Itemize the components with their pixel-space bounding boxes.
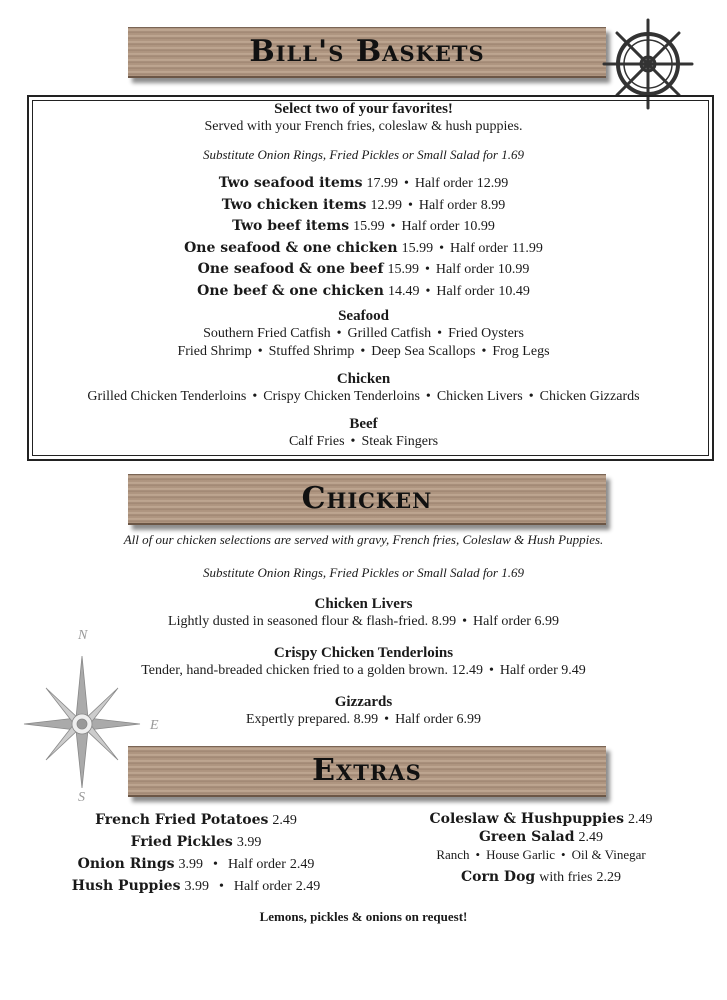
separator-dot: • (425, 283, 431, 299)
list-item: Crispy Chicken Tenderloins (263, 389, 420, 404)
half-order-label: Half order (418, 197, 477, 213)
baskets-substitute: Substitute Onion Rings, Fried Pickles or Small Salad for 1.69 (202, 147, 524, 162)
separator-dot: • (336, 326, 342, 341)
half-order-label: Half order (499, 663, 558, 678)
combo-price: 15.99 (387, 262, 419, 277)
separator-dot: • (384, 712, 390, 727)
chicken-banner (128, 474, 606, 525)
baskets-banner (128, 27, 606, 78)
list-item: Chicken Livers (436, 389, 523, 404)
separator-dot: • (403, 176, 409, 191)
separator-dot: • (360, 344, 366, 359)
separator-dot: • (528, 389, 534, 404)
separator-dot: • (407, 197, 413, 213)
half-order-price: 11.99 (511, 240, 543, 256)
combo-row (0, 217, 727, 235)
extras-right-column (406, 810, 676, 886)
compass-rose-icon (22, 648, 142, 798)
compass-south: S (78, 790, 85, 805)
combo-price: 15.99 (353, 219, 385, 234)
list-item: Fried Oysters (448, 326, 524, 341)
beef-heading: Beef (349, 416, 378, 432)
extra-item: Corn Dog with fries 2.29 (461, 869, 621, 885)
chicken-note: All of our chicken selections are served with gravy, French fries, Coleslaw & Hush Puppies. (123, 532, 604, 547)
baskets-title: Bill's Baskets (249, 34, 485, 69)
list-item: Grilled Catfish (347, 326, 432, 341)
half-order-price: 10.49 (498, 283, 530, 299)
combo-label: Two chicken items (221, 196, 367, 213)
list-item: Oil & Vinegar (571, 847, 646, 862)
separator-dot: • (350, 434, 356, 449)
half-order-price: 10.99 (463, 219, 495, 234)
separator-dot: • (475, 847, 481, 862)
separator-dot: • (425, 389, 431, 404)
extra-item: Hush Puppies 3.99 • Half order 2.49 (71, 878, 321, 894)
chicken-item-name: Crispy Chicken Tenderloins (273, 645, 454, 661)
separator-dot: • (437, 326, 443, 341)
combo-label: One beef & one chicken (197, 282, 384, 299)
seafood-row-1 (0, 326, 727, 342)
separator-dot: • (462, 614, 468, 629)
extras-left-column (60, 810, 332, 898)
item-desc: Tender, hand-breaded chicken fried to a golden brown. (141, 663, 448, 678)
combo-label: One seafood & one chicken (184, 239, 398, 256)
baskets-headline: Select two of your favorites! (274, 101, 453, 117)
combo-label: Two seafood items (218, 175, 363, 191)
list-item: Calf Fries (288, 434, 345, 449)
half-order-label: Half order (395, 712, 453, 727)
list-item: Fried Shrimp (177, 344, 252, 359)
list-item: Frog Legs (492, 344, 550, 359)
seafood-heading: Seafood (338, 308, 389, 324)
item-price: 8.99 (353, 712, 379, 727)
chicken-item-name: Chicken Livers (314, 596, 413, 612)
chicken-item-desc (0, 614, 727, 630)
half-order-label: Half order (414, 176, 473, 191)
combo-label: One seafood & one beef (197, 261, 384, 277)
combo-label: Two beef items (232, 218, 350, 234)
combo-row (0, 174, 727, 192)
half-order-label: Half order (436, 283, 495, 299)
list-item: Ranch (436, 847, 470, 862)
combo-price: 17.99 (366, 176, 398, 191)
half-order-label: Half order (450, 240, 508, 256)
baskets-served-with: Served with your French fries, coleslaw & hush puppies. (204, 119, 523, 134)
extras-title: Extras (312, 753, 422, 788)
combo-price: 14.49 (387, 283, 420, 299)
half-order-price: 10.99 (497, 262, 530, 277)
combo-row (0, 196, 727, 214)
half-order-price: 6.99 (456, 712, 481, 727)
extra-item: Green Salad 2.49 (478, 829, 604, 845)
extra-item: Onion Rings 3.99 • Half order 2.49 (77, 856, 315, 872)
half-order-label: Half order (435, 262, 494, 277)
chicken-row-1 (0, 389, 727, 405)
combo-price: 15.99 (401, 240, 434, 256)
extras-banner (128, 746, 606, 797)
list-item: Southern Fried Catfish (203, 326, 331, 341)
separator-dot: • (439, 240, 445, 256)
combo-price: 12.99 (370, 197, 402, 213)
combo-row (0, 260, 727, 278)
separator-dot: • (425, 262, 430, 277)
chicken-substitute: Substitute Onion Rings, Fried Pickles or Small Salad for 1.69 (202, 565, 524, 580)
separator-dot: • (390, 219, 396, 234)
extra-item: Fried Pickles 3.99 (130, 834, 262, 850)
extra-item: French Fried Potatoes 2.49 (95, 812, 297, 828)
beef-row-1 (0, 434, 727, 450)
item-price: 8.99 (431, 614, 457, 629)
list-item: Chicken Gizzards (539, 389, 640, 404)
half-order-label: Half order (473, 614, 531, 629)
compass-north: N (78, 628, 88, 643)
list-item: Stuffed Shrimp (268, 344, 355, 359)
list-item: Steak Fingers (361, 434, 439, 449)
extras-footer: Lemons, pickles & onions on request! (259, 909, 468, 924)
item-desc: Expertly prepared. (245, 712, 351, 727)
half-order-price: 6.99 (534, 614, 559, 629)
separator-dot: • (252, 389, 258, 404)
item-price: 12.49 (451, 663, 483, 678)
separator-dot: • (488, 663, 494, 678)
list-item: House Garlic (486, 847, 556, 862)
half-order-price: 8.99 (480, 197, 506, 213)
separator-dot: • (257, 344, 263, 359)
list-item: Grilled Chicken Tenderloins (87, 389, 247, 404)
seafood-row-2 (0, 344, 727, 360)
chicken-title: Chicken (301, 481, 433, 516)
half-order-price: 12.99 (476, 176, 509, 191)
list-item: Deep Sea Scallops (371, 344, 476, 359)
dressing-list (406, 846, 676, 866)
chicken-item-name: Gizzards (334, 694, 393, 710)
combo-row (0, 239, 727, 257)
separator-dot: • (481, 344, 487, 359)
chicken-heading: Chicken (336, 371, 391, 387)
half-order-price: 9.49 (561, 663, 586, 678)
extra-item: Coleslaw & Hushpuppies 2.49 (429, 811, 653, 827)
half-order-label: Half order (401, 219, 460, 234)
item-desc: Lightly dusted in seasoned flour & flash-fried. (168, 614, 429, 629)
separator-dot: • (561, 847, 566, 862)
combo-row (0, 282, 727, 300)
compass-east: E (150, 718, 159, 733)
